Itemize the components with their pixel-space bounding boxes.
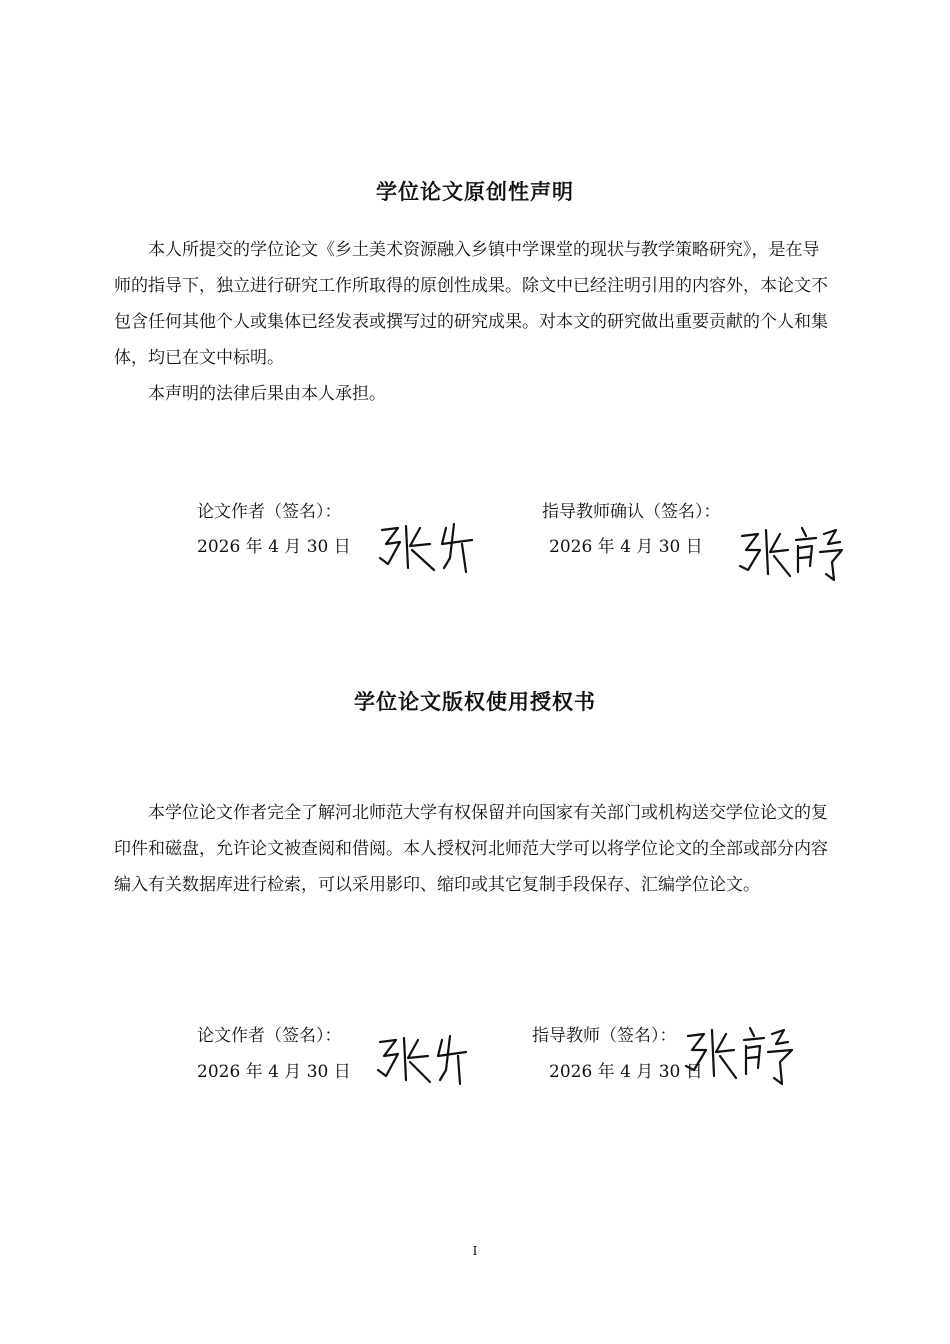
authorization-paragraph: 本学位论文作者完全了解河北师范大学有权保留并向国家有关部门或机构送交学位论文的复印件和磁盘，允许论文被查阅和借阅。本人授权河北师范大学可以将学位论文的全部或部分内容编入有关数据库进行检索，可以采用影印、缩印或其它复制手段保存、汇编学位论文。: [114, 803, 828, 895]
declaration-author-date: 2026 年 4 月 30 日: [197, 537, 351, 557]
declaration-paragraph-2: 本声明的法律后果由本人承担。: [148, 384, 386, 404]
authorization-supervisor-label: 指导教师（签名）：: [532, 1026, 677, 1046]
authorization-author-date: 2026 年 4 月 30 日: [197, 1062, 351, 1082]
declaration-supervisor-date: 2026 年 4 月 30 日: [549, 537, 703, 557]
supervisor-signature-image: [736, 522, 848, 586]
authorization-supervisor-date: 2026 年 4 月 30 日: [549, 1062, 703, 1082]
declaration-supervisor-label: 指导教师确认（签名）：: [542, 502, 721, 522]
author-signature-image: [372, 518, 482, 578]
supervisor-signature-image-2: [680, 1020, 800, 1094]
author-signature-image-2: [372, 1030, 472, 1090]
declaration-title: 学位论文原创性声明: [376, 180, 574, 204]
authorization-body: [114, 795, 836, 903]
page-number: I: [472, 1244, 478, 1258]
declaration-paragraph-1: 本人所提交的学位论文《乡土美术资源融入乡镇中学课堂的现状与教学策略研究》，是在导师的指导下，独立进行研究工作所取得的原创性成果。除文中已经注明引用的内容外，本论文不包含任何其他个人或集体已经发表或撰写过的研究成果。对本文的研究做出重要贡献的个人和集体，均已在文中标明。: [114, 240, 828, 368]
authorization-title: 学位论文版权使用授权书: [354, 690, 596, 714]
declaration-author-label: 论文作者（签名）：: [197, 502, 342, 522]
authorization-author-label: 论文作者（签名）：: [197, 1026, 342, 1046]
declaration-body: [114, 232, 836, 412]
